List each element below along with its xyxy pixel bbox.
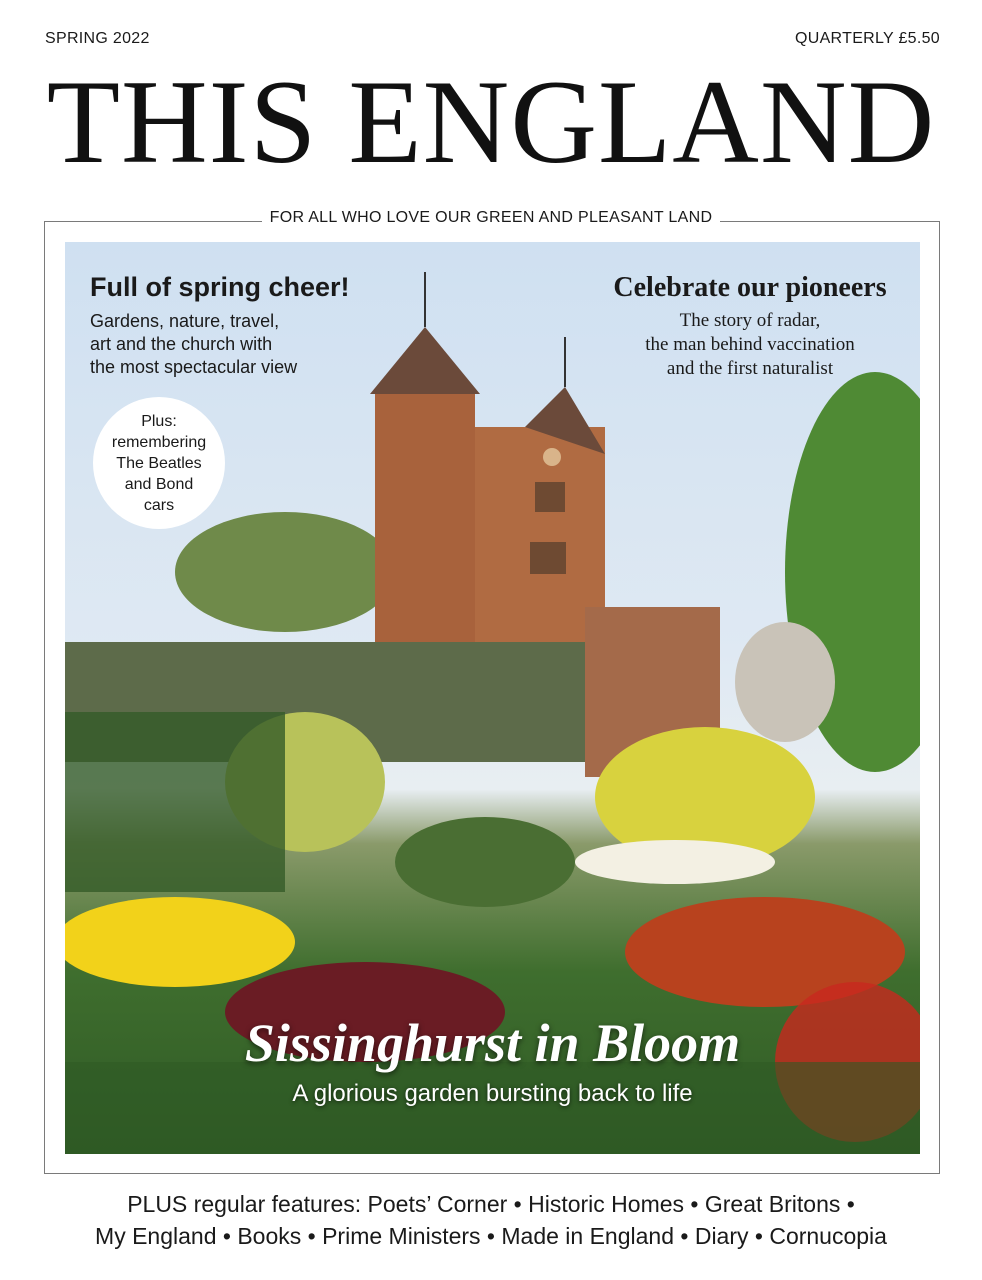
issue-date: SPRING 2022 (45, 30, 150, 47)
yellow-flower-bed (65, 897, 295, 987)
lead-description: Gardens, nature, travel, art and the church with the most spectacular view (90, 311, 298, 377)
plus-badge: Plus: remembering The Beatles and Bond cars (93, 397, 225, 529)
tagline: FOR ALL WHO LOVE OUR GREEN AND PLEASANT LAND (0, 209, 982, 227)
tower-window-upper (535, 482, 565, 512)
cover-subtitle: A glorious garden bursting back to life (292, 1080, 693, 1107)
lead-headline: Full of spring cheer! (90, 272, 350, 302)
tower-left-roof (370, 327, 480, 394)
cover-main-title: Sissinghurst in Bloom (244, 1013, 741, 1073)
foreground-foliage (65, 1062, 920, 1154)
regular-features: PLUS regular features: Poets’ Corner • Historic Homes • Great Britons • My England • Books • Prime Ministers • Made in England • Diary • Cornucopia (95, 1191, 887, 1249)
masthead-title: THIS ENGLAND (46, 55, 936, 188)
white-flower-bed (575, 840, 775, 884)
clock-face (543, 448, 561, 466)
tree-bare (735, 622, 835, 742)
tower-left (375, 392, 475, 642)
tower-window-lower (530, 542, 566, 574)
hedge-left (65, 712, 285, 892)
shrub-dark (395, 817, 575, 907)
cover-price: QUARTERLY £5.50 (794, 30, 940, 47)
pioneers-description: The story of radar, the man behind vaccination and the first naturalist (645, 310, 855, 379)
pioneers-headline: Celebrate our pioneers (613, 272, 887, 303)
tree-left (175, 512, 395, 632)
